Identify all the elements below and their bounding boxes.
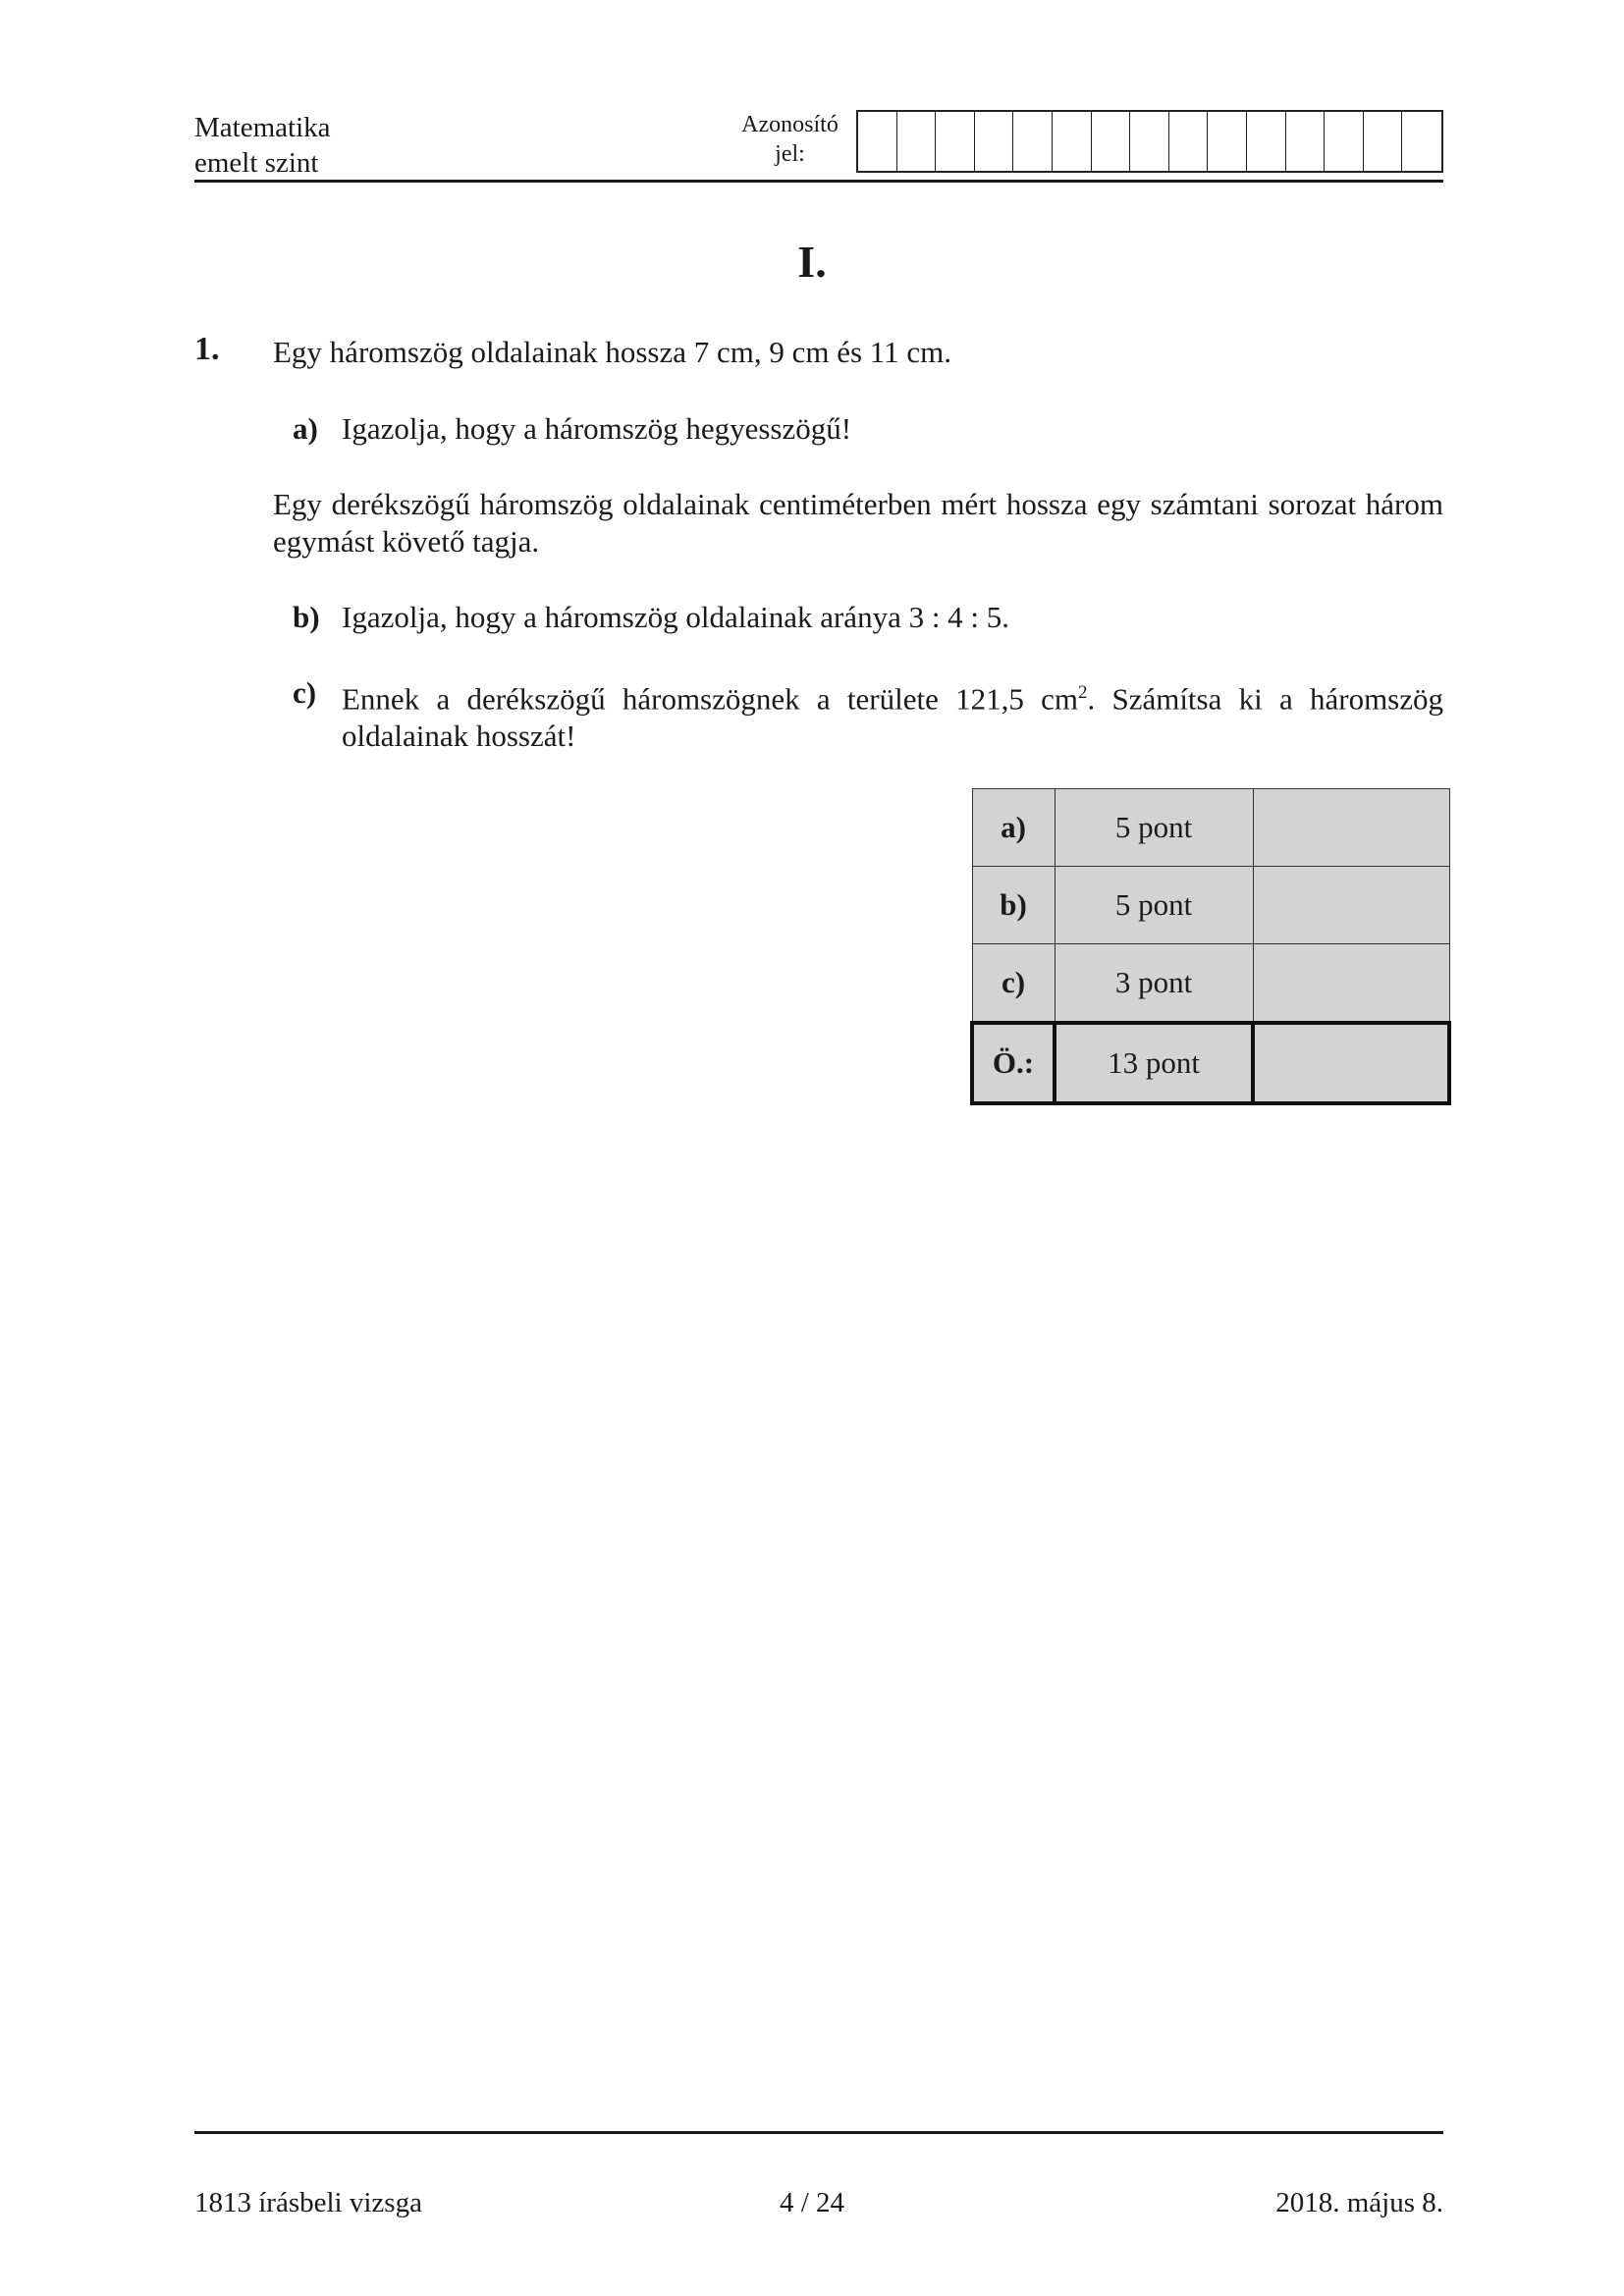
part-b-label: b): [293, 600, 320, 634]
id-code-box[interactable]: [897, 112, 937, 171]
part-a-label: a): [293, 411, 318, 446]
subject-name: Matematika: [194, 112, 331, 143]
id-label-line2: jel:: [775, 141, 805, 167]
score-table: [970, 788, 1451, 1105]
question-middle-text: Egy derékszögű háromszög oldalainak centiméterben mért hossza egy számtani sorozat három egymást követő tagja.: [273, 487, 1443, 559]
id-label: [729, 110, 851, 169]
id-code-box[interactable]: [858, 112, 897, 171]
id-code-box[interactable]: [975, 112, 1014, 171]
header-rule: [194, 180, 1443, 183]
score-row: [972, 867, 1449, 944]
score-earned-cell[interactable]: [1253, 789, 1449, 867]
id-code-box[interactable]: [1325, 112, 1364, 171]
part-c-text-main: Ennek a derékszögű háromszögnek a területe 121,5 cm: [342, 681, 1078, 717]
score-row: [972, 944, 1449, 1024]
score-row: [972, 789, 1449, 867]
part-b-text: Igazolja, hogy a háromszög oldalainak aránya 3 : 4 : 5.: [342, 600, 1010, 634]
part-c-text: [342, 674, 1443, 755]
score-earned-cell[interactable]: [1253, 944, 1449, 1024]
id-code-box[interactable]: [1169, 112, 1209, 171]
id-code-box[interactable]: [1130, 112, 1169, 171]
question-number: 1.: [194, 331, 220, 367]
footer-page-number: 4 / 24: [779, 2187, 845, 2218]
score-max-points: 5 pont: [1055, 789, 1253, 867]
footer-date: 2018. május 8.: [1275, 2187, 1443, 2218]
question-intro: Egy háromszög oldalainak hossza 7 cm, 9 cm és 11 cm.: [273, 335, 952, 369]
id-code-box[interactable]: [1402, 112, 1441, 171]
score-total-earned-cell[interactable]: [1253, 1023, 1449, 1103]
id-code-box[interactable]: [1013, 112, 1053, 171]
id-code-box[interactable]: [1092, 112, 1131, 171]
section-title: I.: [797, 237, 827, 287]
id-code-box[interactable]: [1364, 112, 1403, 171]
id-code-box[interactable]: [1053, 112, 1092, 171]
subject-level: emelt szint: [194, 147, 319, 179]
part-c-label: c): [293, 675, 317, 710]
id-code-box[interactable]: [1247, 112, 1286, 171]
score-total-points: 13 pont: [1055, 1023, 1253, 1103]
footer-rule: [194, 2131, 1443, 2134]
id-code-boxes[interactable]: [856, 110, 1443, 173]
score-part-label: c): [972, 944, 1055, 1024]
score-earned-cell[interactable]: [1253, 867, 1449, 944]
id-label-line1: Azonosító: [741, 112, 839, 137]
part-c-superscript: 2: [1077, 682, 1088, 703]
score-total-row: [972, 1023, 1449, 1103]
part-c-text-rest: . Számítsa ki a háromszög oldalainak hosszát!: [342, 681, 1444, 754]
id-code-box[interactable]: [1208, 112, 1247, 171]
score-max-points: 5 pont: [1055, 867, 1253, 944]
subject-heading: [194, 110, 331, 181]
score-max-points: 3 pont: [1055, 944, 1253, 1024]
score-part-label: a): [972, 789, 1055, 867]
id-code-box[interactable]: [936, 112, 975, 171]
score-total-label: Ö.:: [972, 1023, 1055, 1103]
score-part-label: b): [972, 867, 1055, 944]
id-code-box[interactable]: [1286, 112, 1326, 171]
footer-exam-code: 1813 írásbeli vizsga: [194, 2187, 422, 2218]
part-a-text: Igazolja, hogy a háromszög hegyesszögű!: [342, 411, 852, 446]
